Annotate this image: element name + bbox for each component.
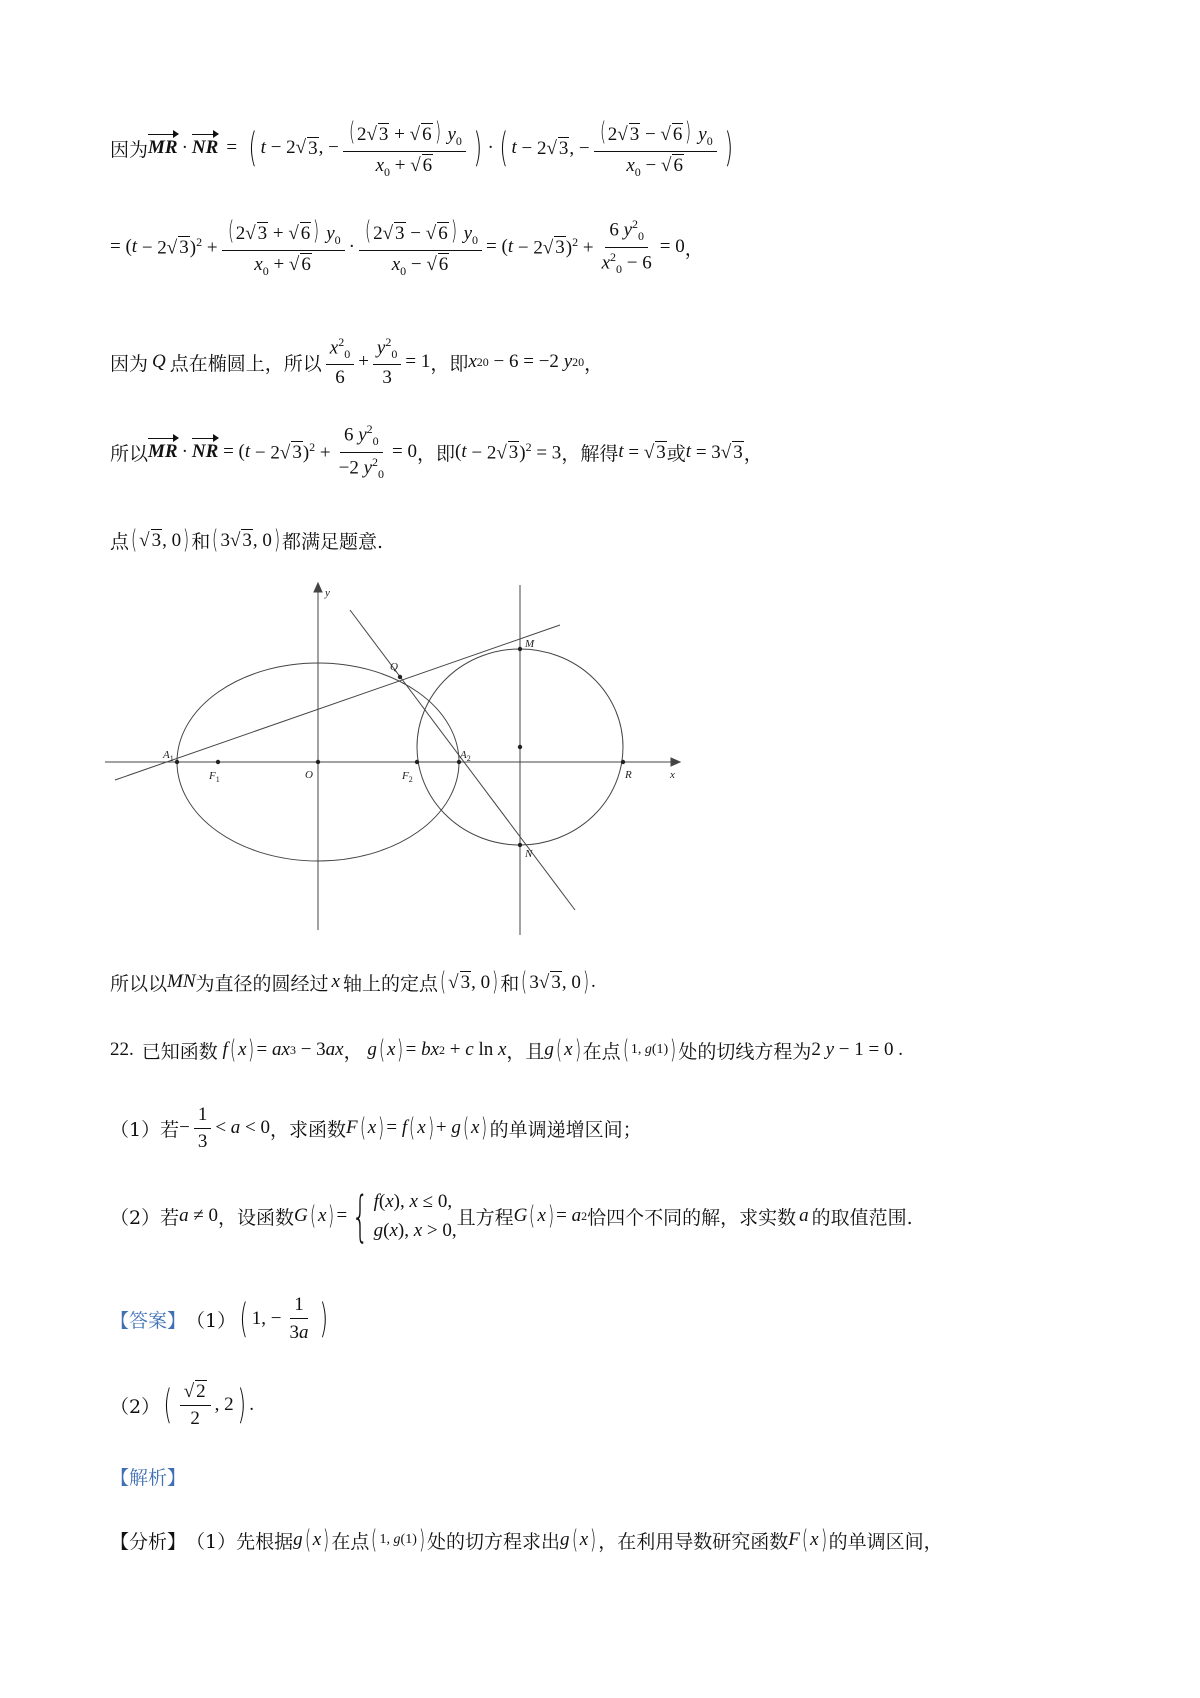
question-22-stem: 22. 已知函数 f ( x ) = ax 3 − 3 ax ， g ( x ) = bx 2 + c ln x ，且 g ( x ) 在点 ( 1, g (1) ) 处的切线方程为 2 y − 1 = 0 . <box>110 1035 903 1065</box>
x-axis-ref: x <box>331 971 340 992</box>
answer-tag: 【答案】 <box>110 1309 187 1332</box>
text-solve: ，解得 <box>561 442 619 465</box>
point-q-dot <box>398 675 402 679</box>
text-and: 和 <box>191 530 211 553</box>
question-22-part-2: （2）若 a ≠ 0 ，设函数 G ( x ) = { f(x), x ≤ 0, g(x), x > 0, 且方程 G ( x ) = a 2 恰四个不同的解，求实数 a 的取值范围. <box>110 1184 913 1248</box>
x-axis-arrow-icon <box>671 758 680 766</box>
variable-a: a <box>799 1205 809 1226</box>
y-axis-arrow-icon <box>314 583 322 592</box>
text-define-function: ，设函数 <box>218 1206 295 1229</box>
text-on-ellipse: 点在椭圆上，所以 <box>169 352 322 375</box>
text-increasing-interval: 的单调递增区间； <box>489 1118 642 1141</box>
y-axis-label: y <box>325 587 330 599</box>
point-n-dot <box>518 843 522 847</box>
text-point: 点 <box>110 530 130 553</box>
point-r-dot <box>621 760 625 764</box>
question-number: 22. <box>110 1039 134 1060</box>
point-f2-dot <box>415 760 419 764</box>
text-four-solutions: 恰四个不同的解，求实数 <box>587 1206 797 1229</box>
analysis-heading <box>110 1458 186 1494</box>
text-at-point: 在点 <box>582 1040 621 1063</box>
m-label: M <box>525 638 535 650</box>
eq-dot-product-result: = ( t − 2√ 3)$^2$ + $\frac{( 2√ 3 + √ 6 ) y_0}{x_0 + √ 6}$ · $\frac{( 2√ 3 - √ 6 ) y_0}{x_0 - √ 6}$ = ( t − 2√ 3)$^2$ + $\frac{6 y^2_0}{x^2_0 - 6}$ = 0 ， <box>110 215 704 278</box>
fenxi-first: （1）先根据 <box>186 1530 294 1553</box>
q-label: Q <box>390 661 398 673</box>
ellipse-circle-figure <box>105 580 685 940</box>
a1-label: $A_1$ <box>163 749 174 763</box>
text-namely-2: ，即 <box>416 442 455 465</box>
point-m-dot <box>518 647 522 651</box>
vector-nr: NR <box>191 137 219 158</box>
text-and-2: 和 <box>500 972 520 995</box>
eq-solve-t: 所以 MR · NR = ( t − 2√ 3)$^2$ + $\frac{6 y^2_0}{-2 y^2_0}$ = 0 ，即 ( t − 2√ 3)$^2$ = 3 ，解得 t = √ 3 或 t = 3√ 3 ， <box>110 422 763 481</box>
eq-ellipse-condition: 因为 Q 点在椭圆上，所以 $\frac{x^2_0}{6}$ + $\frac{y^2_0}{3}$ = 1 ，即 x 2 0 − 6 = −2 y 2 0 ， <box>110 334 604 389</box>
text-namely: ，即 <box>430 352 469 375</box>
eq-dot-product-setup: 因为 MR · NR = ( t − 2 √ 3 , − $\frac{( 2√ 3 + √ 6 ) y_0}{x_0 + √ 6}$ ) · ( t − 2√ 3, − $\frac{( 2√ 3 - √ 6 ) y_0}{x_0 - √ 6}$ ) <box>110 116 733 179</box>
text-comma: ， <box>684 237 704 260</box>
text-and-given: ，且 <box>506 1040 545 1063</box>
f1-label: $F_1$ <box>209 770 220 784</box>
line-a1-m <box>115 625 560 780</box>
answer-2-label: （2） <box>110 1395 161 1418</box>
question-22-part-1: （1）若 − $\frac{1}{3}$ < a < 0 ，求函数 F ( x ) = f ( x ) + g ( x ) 的单调递增区间； <box>110 1103 642 1152</box>
a2-label: $A_2$ <box>460 749 471 763</box>
vector-mr: MR <box>148 137 178 158</box>
answer-part-1: 【答案】 （1） ( 1, − $\frac{1}{3a}$ ) <box>110 1294 329 1343</box>
answer-1-label: （1） <box>186 1309 237 1332</box>
r-label: R <box>625 769 632 781</box>
point-o-dot <box>316 760 320 764</box>
text-tangent-eq: 处的切线方程为 <box>678 1040 812 1063</box>
text-diameter-circle: 为直径的圆经过 <box>195 972 329 995</box>
fenxi-at-point: 在点 <box>331 1530 370 1553</box>
answer-part-2: （2） ( $\frac{√ 2}{2}$ , 2 ) . <box>110 1381 254 1429</box>
text-both-points: 点 ( √ 3, 0 ) 和 ( 3√ 3, 0 ) 都满足题意. <box>110 525 384 555</box>
text-and-equation: 且方程 <box>456 1206 514 1229</box>
text-satisfy: 都满足题意. <box>282 530 384 553</box>
text-given-function: 已知函数 <box>141 1040 218 1063</box>
analysis-text: 【分析】 （1）先根据 g ( x ) 在点 ( 1, g (1) ) 处的切方程求出 g ( x ) ，在利用导数研究函数 F ( x ) 的单调区间， <box>110 1525 943 1555</box>
analysis-tag: 【解析】 <box>110 1466 187 1489</box>
text-find-function: ，求函数 <box>270 1118 347 1141</box>
point-q-label: Q <box>152 351 166 372</box>
x-axis-label: x <box>670 769 675 781</box>
text-because: 因为 <box>110 138 149 161</box>
part-1-label: （1）若 <box>110 1118 180 1141</box>
segment-mn-label: MN <box>167 971 196 992</box>
text-fixed-point: 轴上的定点 <box>342 972 438 995</box>
fenxi-tag: 【分析】 <box>110 1530 187 1553</box>
text-conclusion: 所以以 MN 为直径的圆经过 x 轴上的定点 ( √ 3, 0 ) 和 ( 3√ 3, 0 ) . <box>110 967 596 997</box>
text-so: 所以 <box>110 442 149 465</box>
point-f1-dot <box>216 760 220 764</box>
f2-label: $F_2$ <box>402 770 413 784</box>
n-label: N <box>525 848 533 860</box>
text-or: 或 <box>666 442 686 465</box>
circle-center-dot <box>518 745 522 749</box>
text-range: 的取值范围. <box>811 1206 913 1229</box>
fenxi-interval: 的单调区间， <box>828 1530 943 1553</box>
fenxi-tangent: 处的切方程求出 <box>427 1530 561 1553</box>
point-a1-dot <box>175 760 179 764</box>
part-2-label: （2）若 <box>110 1206 180 1229</box>
text-comma-2: ， <box>343 1040 363 1063</box>
text-because-2: 因为 <box>110 352 149 375</box>
origin-label: O <box>305 769 313 781</box>
fenxi-derivative: ，在利用导数研究函数 <box>598 1530 789 1553</box>
text-so-with: 所以以 <box>110 972 168 995</box>
